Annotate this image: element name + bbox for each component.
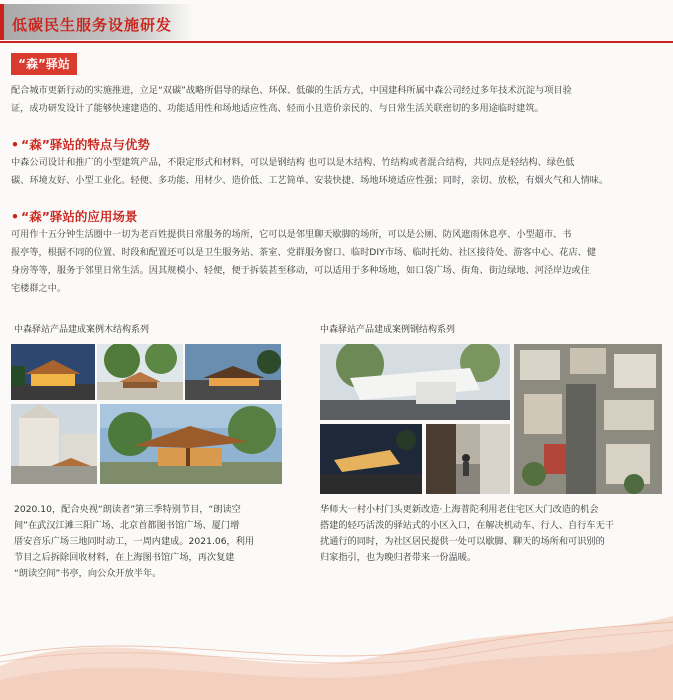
- left-case-line-4: 节目之后拆除回收材料，在上海图书馆广场，再次复建: [14, 552, 235, 563]
- scenarios-line-1: 可用作十五分钟生活圈中一切为老百姓提供日常服务的场所，它可以是邻里聊天歇脚的场所，可以是公厕、防风遮雨休息亭、小型超市、书: [11, 229, 572, 240]
- left-case-caption: 中森驿站产品建成案例木结构系列: [14, 325, 150, 335]
- left-case-line-1: 2020.10，配合央视“朗读者”第三季特别节目，“朗读空: [14, 504, 241, 515]
- scenarios-line-2: 报亭等，根据不同的位置、时段和配置还可以是卫生服务站、茶室、党群服务窗口、临时DIY市场、临时托幼、社区接待处、游客中心、花店、健: [11, 247, 597, 258]
- features-line-1: 中森公司设计和推广的小型建筑产品，不限定形式和材料，可以是钢结构 也可以是木结构、竹结构或者混合结构，共同点是轻结构、绿色低: [11, 157, 575, 168]
- photo-steel-aerial: [514, 344, 662, 494]
- bullet-icon: •: [11, 137, 19, 152]
- right-case-caption: 中森驿站产品建成案例钢结构系列: [320, 325, 456, 335]
- right-case-line-2: 搭建的轻巧活泼的驿站式的小区入口，在解决机动车、行人、自行车无干: [320, 520, 614, 531]
- scenarios-line-4: 宅楼群之中。: [11, 283, 67, 294]
- bullet-icon: •: [11, 209, 19, 224]
- left-case-line-2: 间”在武汉江滩三阳广场、北京首都图书馆广场、厦门增: [14, 520, 240, 531]
- decorative-wave: [0, 596, 673, 700]
- title-divider: [0, 41, 673, 43]
- photo-wood-pavilion-trees: [97, 344, 183, 400]
- photo-wood-pavilion-dusk: [185, 344, 281, 400]
- page-title: 低碳民生服务设施研发: [12, 16, 173, 34]
- intro-line-2: 证，成功研发设计了能够快速建造的、功能适用性和场地适应性高、轻而小且造价亲民的、与日常生活关联密切的多用途临时建筑。: [11, 103, 544, 114]
- section-heading-features: • “森”驿站的特点与优势: [11, 137, 150, 152]
- title-bar: [0, 4, 193, 40]
- intro-line-1: 配合城市更新行动的实施推进，立足“双碳”战略所倡导的绿色、环保、低碳的生活方式，中国建科所属中森公司经过多年技术沉淀与项目验: [11, 85, 572, 96]
- photo-steel-gate-night: [320, 424, 422, 494]
- right-case-line-4: 归家指引，也为晚归者带来一份温暖。: [320, 552, 477, 563]
- right-case-line-3: 扰通行的同时，为社区居民提供一处可以歇脚、聊天的场所和可识别的: [320, 536, 605, 547]
- right-case-line-1: 华师大一村小村门头更新改造·上海普陀利用老住宅区大门改造的机会: [320, 504, 599, 515]
- left-case-line-5: “朗读空间”书亭，向公众开放半年。: [14, 568, 162, 579]
- photo-wood-pavilion-night: [11, 344, 95, 400]
- photo-steel-gate-walkway: [426, 424, 510, 494]
- photo-wood-church-square: [11, 404, 97, 484]
- scenarios-line-3: 身房等等，服务于邻里日常生活。因其规模小、轻便，便于拆装甚至移动，可以适用于多种场地，如口袋广场、街角、街边绿地、河泾岸边或住: [11, 265, 590, 276]
- features-line-2: 碳、环境友好、小型工业化。轻便、多功能、用材少、造价低、工艺简单、安装快捷、场地环境适应性强；同时，亲切、放松，有烟火气和人情味。: [11, 175, 609, 186]
- photo-steel-gate-day: [320, 344, 510, 420]
- section-heading-scenarios: • “森”驿站的应用场景: [11, 209, 138, 224]
- photo-wood-pavilion-large: [100, 404, 282, 484]
- section-tag: “森”驿站: [11, 53, 77, 75]
- left-case-line-3: 厝安音乐广场三地同时动工，一周内建成。2021.06，利用: [14, 536, 255, 547]
